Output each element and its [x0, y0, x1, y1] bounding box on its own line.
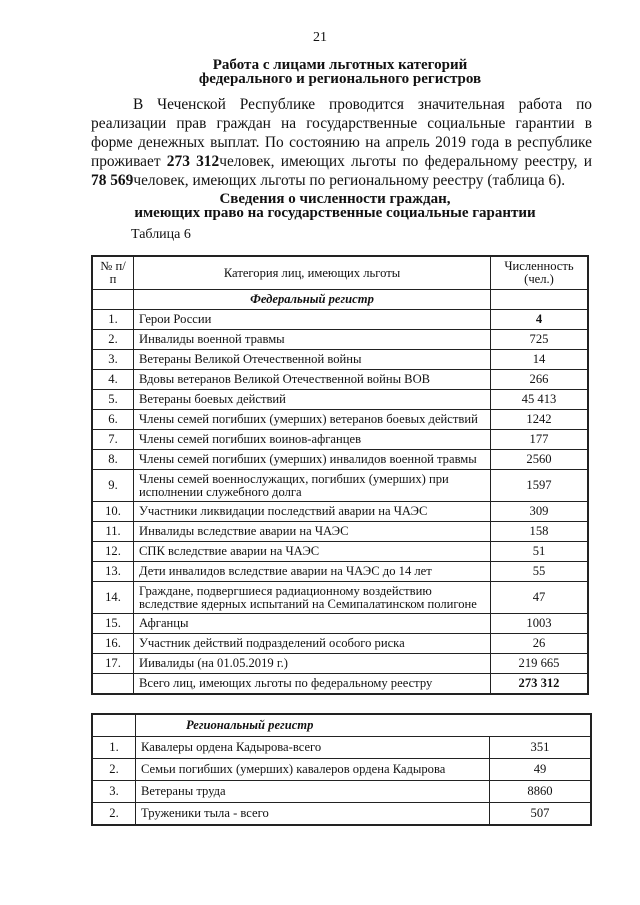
row-category: Члены семей погибших (умерших) инвалидов военной травмы: [134, 450, 491, 470]
paragraph-text-2: человек, имеющих льготы по федеральному реестру, и: [219, 153, 592, 170]
row-count: 47: [491, 582, 589, 614]
federal-register-table: [91, 255, 589, 695]
table-header-row: [92, 256, 588, 290]
row-category: Ветераны труда: [136, 781, 490, 803]
row-category: Труженики тыла - всего: [136, 803, 490, 826]
header-category: Категория лиц, имеющих льготы: [134, 256, 491, 290]
row-num: 7.: [92, 430, 134, 450]
row-count: 55: [491, 562, 589, 582]
section-heading: [0, 58, 640, 86]
table-row: [92, 330, 588, 350]
row-count: 1242: [491, 410, 589, 430]
row-num: 6.: [92, 410, 134, 430]
regional-register-table: [91, 713, 592, 826]
row-category: Участник действий подразделений особого риска: [134, 634, 491, 654]
row-category: Инвалиды вследствие аварии на ЧАЭС: [134, 522, 491, 542]
row-count: 8860: [490, 781, 592, 803]
total-label: Всего лиц, имеющих льготы по федеральному реестру: [134, 674, 491, 695]
row-num: 1.: [92, 310, 134, 330]
row-category: Ветераны боевых действий: [134, 390, 491, 410]
row-num: 1.: [92, 737, 136, 759]
row-num: 17.: [92, 654, 134, 674]
row-num: 13.: [92, 562, 134, 582]
table-row: [92, 737, 591, 759]
row-category: Члены семей погибших (умерших) ветеранов боевых действий: [134, 410, 491, 430]
row-count: 45 413: [491, 390, 589, 410]
federal-section-row: [92, 290, 588, 310]
row-category: СПК вследствие аварии на ЧАЭС: [134, 542, 491, 562]
regional-count-bold: 78 569: [91, 172, 134, 189]
table-row: [92, 634, 588, 654]
table-heading: [0, 192, 640, 220]
row-count: 351: [490, 737, 592, 759]
table-row: [92, 582, 588, 614]
row-category: Члены семей погибших воинов-афганцев: [134, 430, 491, 450]
row-num: 4.: [92, 370, 134, 390]
row-num: 11.: [92, 522, 134, 542]
table-row: [92, 542, 588, 562]
table-row: [92, 450, 588, 470]
row-count: 507: [490, 803, 592, 826]
row-count: 177: [491, 430, 589, 450]
regional-section-title: Региональный регистр: [136, 714, 592, 737]
row-category: Вдовы ветеранов Великой Отечественной войны ВОВ: [134, 370, 491, 390]
table-row: [92, 759, 591, 781]
row-num: 15.: [92, 614, 134, 634]
federal-section-title: Федеральный регистр: [134, 290, 491, 310]
row-count: 49: [490, 759, 592, 781]
table-heading-line-1: Сведения о численности граждан,: [219, 191, 451, 207]
row-category: Участники ликвидации последствий аварии на ЧАЭС: [134, 502, 491, 522]
row-count: 4: [491, 310, 589, 330]
row-category: Ветераны Великой Отечественной войны: [134, 350, 491, 370]
row-count: 1003: [491, 614, 589, 634]
row-count: 725: [491, 330, 589, 350]
row-num: 5.: [92, 390, 134, 410]
row-category: Граждане, подвергшиеся радиационному воздействию вследствие ядерных испытаний на Семипалатинском полигоне: [134, 582, 491, 614]
total-num: [92, 674, 134, 695]
row-num: 8.: [92, 450, 134, 470]
row-num: 14.: [92, 582, 134, 614]
row-count: 266: [491, 370, 589, 390]
row-category: Дети инвалидов вследствие аварии на ЧАЭС до 14 лет: [134, 562, 491, 582]
federal-total-row: [92, 674, 588, 695]
row-category: Семьи погибших (умерших) кавалеров ордена Кадырова: [136, 759, 490, 781]
table-row: [92, 502, 588, 522]
federal-count-bold: 273 312: [166, 153, 220, 170]
row-category: Кавалеры ордена Кадырова-всего: [136, 737, 490, 759]
intro-paragraph: [91, 95, 592, 190]
table-row: [92, 470, 588, 502]
row-num: 2.: [92, 330, 134, 350]
paragraph-text-3: человек, имеющих льготы по региональному реестру (таблица 6).: [133, 172, 566, 189]
row-num: 10.: [92, 502, 134, 522]
row-count: 309: [491, 502, 589, 522]
row-count: 219 665: [491, 654, 589, 674]
table-heading-line-2: имеющих право на государственные социальные гарантии: [134, 205, 536, 221]
row-count: 158: [491, 522, 589, 542]
table-row: [92, 370, 588, 390]
table-caption: Таблица 6: [131, 227, 191, 242]
row-category: Иивалиды (на 01.05.2019 г.): [134, 654, 491, 674]
header-count: Численность (чел.): [491, 256, 589, 290]
row-count: 51: [491, 542, 589, 562]
header-num: № п/п: [92, 256, 134, 290]
row-count: 1597: [491, 470, 589, 502]
row-num: 3.: [92, 350, 134, 370]
table-row: [92, 614, 588, 634]
table-row: [92, 522, 588, 542]
table-row: [92, 654, 588, 674]
row-category: Члены семей военнослужащих, погибших (умерших) при исполнении служебного долга: [134, 470, 491, 502]
row-num: 16.: [92, 634, 134, 654]
table-row: [92, 781, 591, 803]
row-count: 14: [491, 350, 589, 370]
table-row: [92, 310, 588, 330]
row-category: Инвалиды военной травмы: [134, 330, 491, 350]
row-category: Афганцы: [134, 614, 491, 634]
table-row: [92, 350, 588, 370]
row-num: 12.: [92, 542, 134, 562]
total-count: 273 312: [491, 674, 589, 695]
table-row: [92, 410, 588, 430]
row-num: 2.: [92, 803, 136, 826]
row-num: 3.: [92, 781, 136, 803]
section-heading-line-1: Работа с лицами льготных категорий: [212, 57, 468, 73]
paragraph-text-1: В Чеченской Республике проводится значительная работа по реализации прав граждан на государственные социальные гарантии в форме денежных выплат. По состоянию на апрель 2019 года в республике проживает: [91, 96, 592, 170]
regional-section-row: [92, 714, 591, 737]
table-row: [92, 430, 588, 450]
table-row: [92, 803, 591, 826]
table-row: [92, 390, 588, 410]
section-heading-line-2: федерального и регионального регистров: [198, 71, 482, 87]
row-category: Герои России: [134, 310, 491, 330]
page-number: 21: [313, 30, 327, 45]
row-num: 9.: [92, 470, 134, 502]
row-num: 2.: [92, 759, 136, 781]
row-count: 2560: [491, 450, 589, 470]
row-count: 26: [491, 634, 589, 654]
table-row: [92, 562, 588, 582]
